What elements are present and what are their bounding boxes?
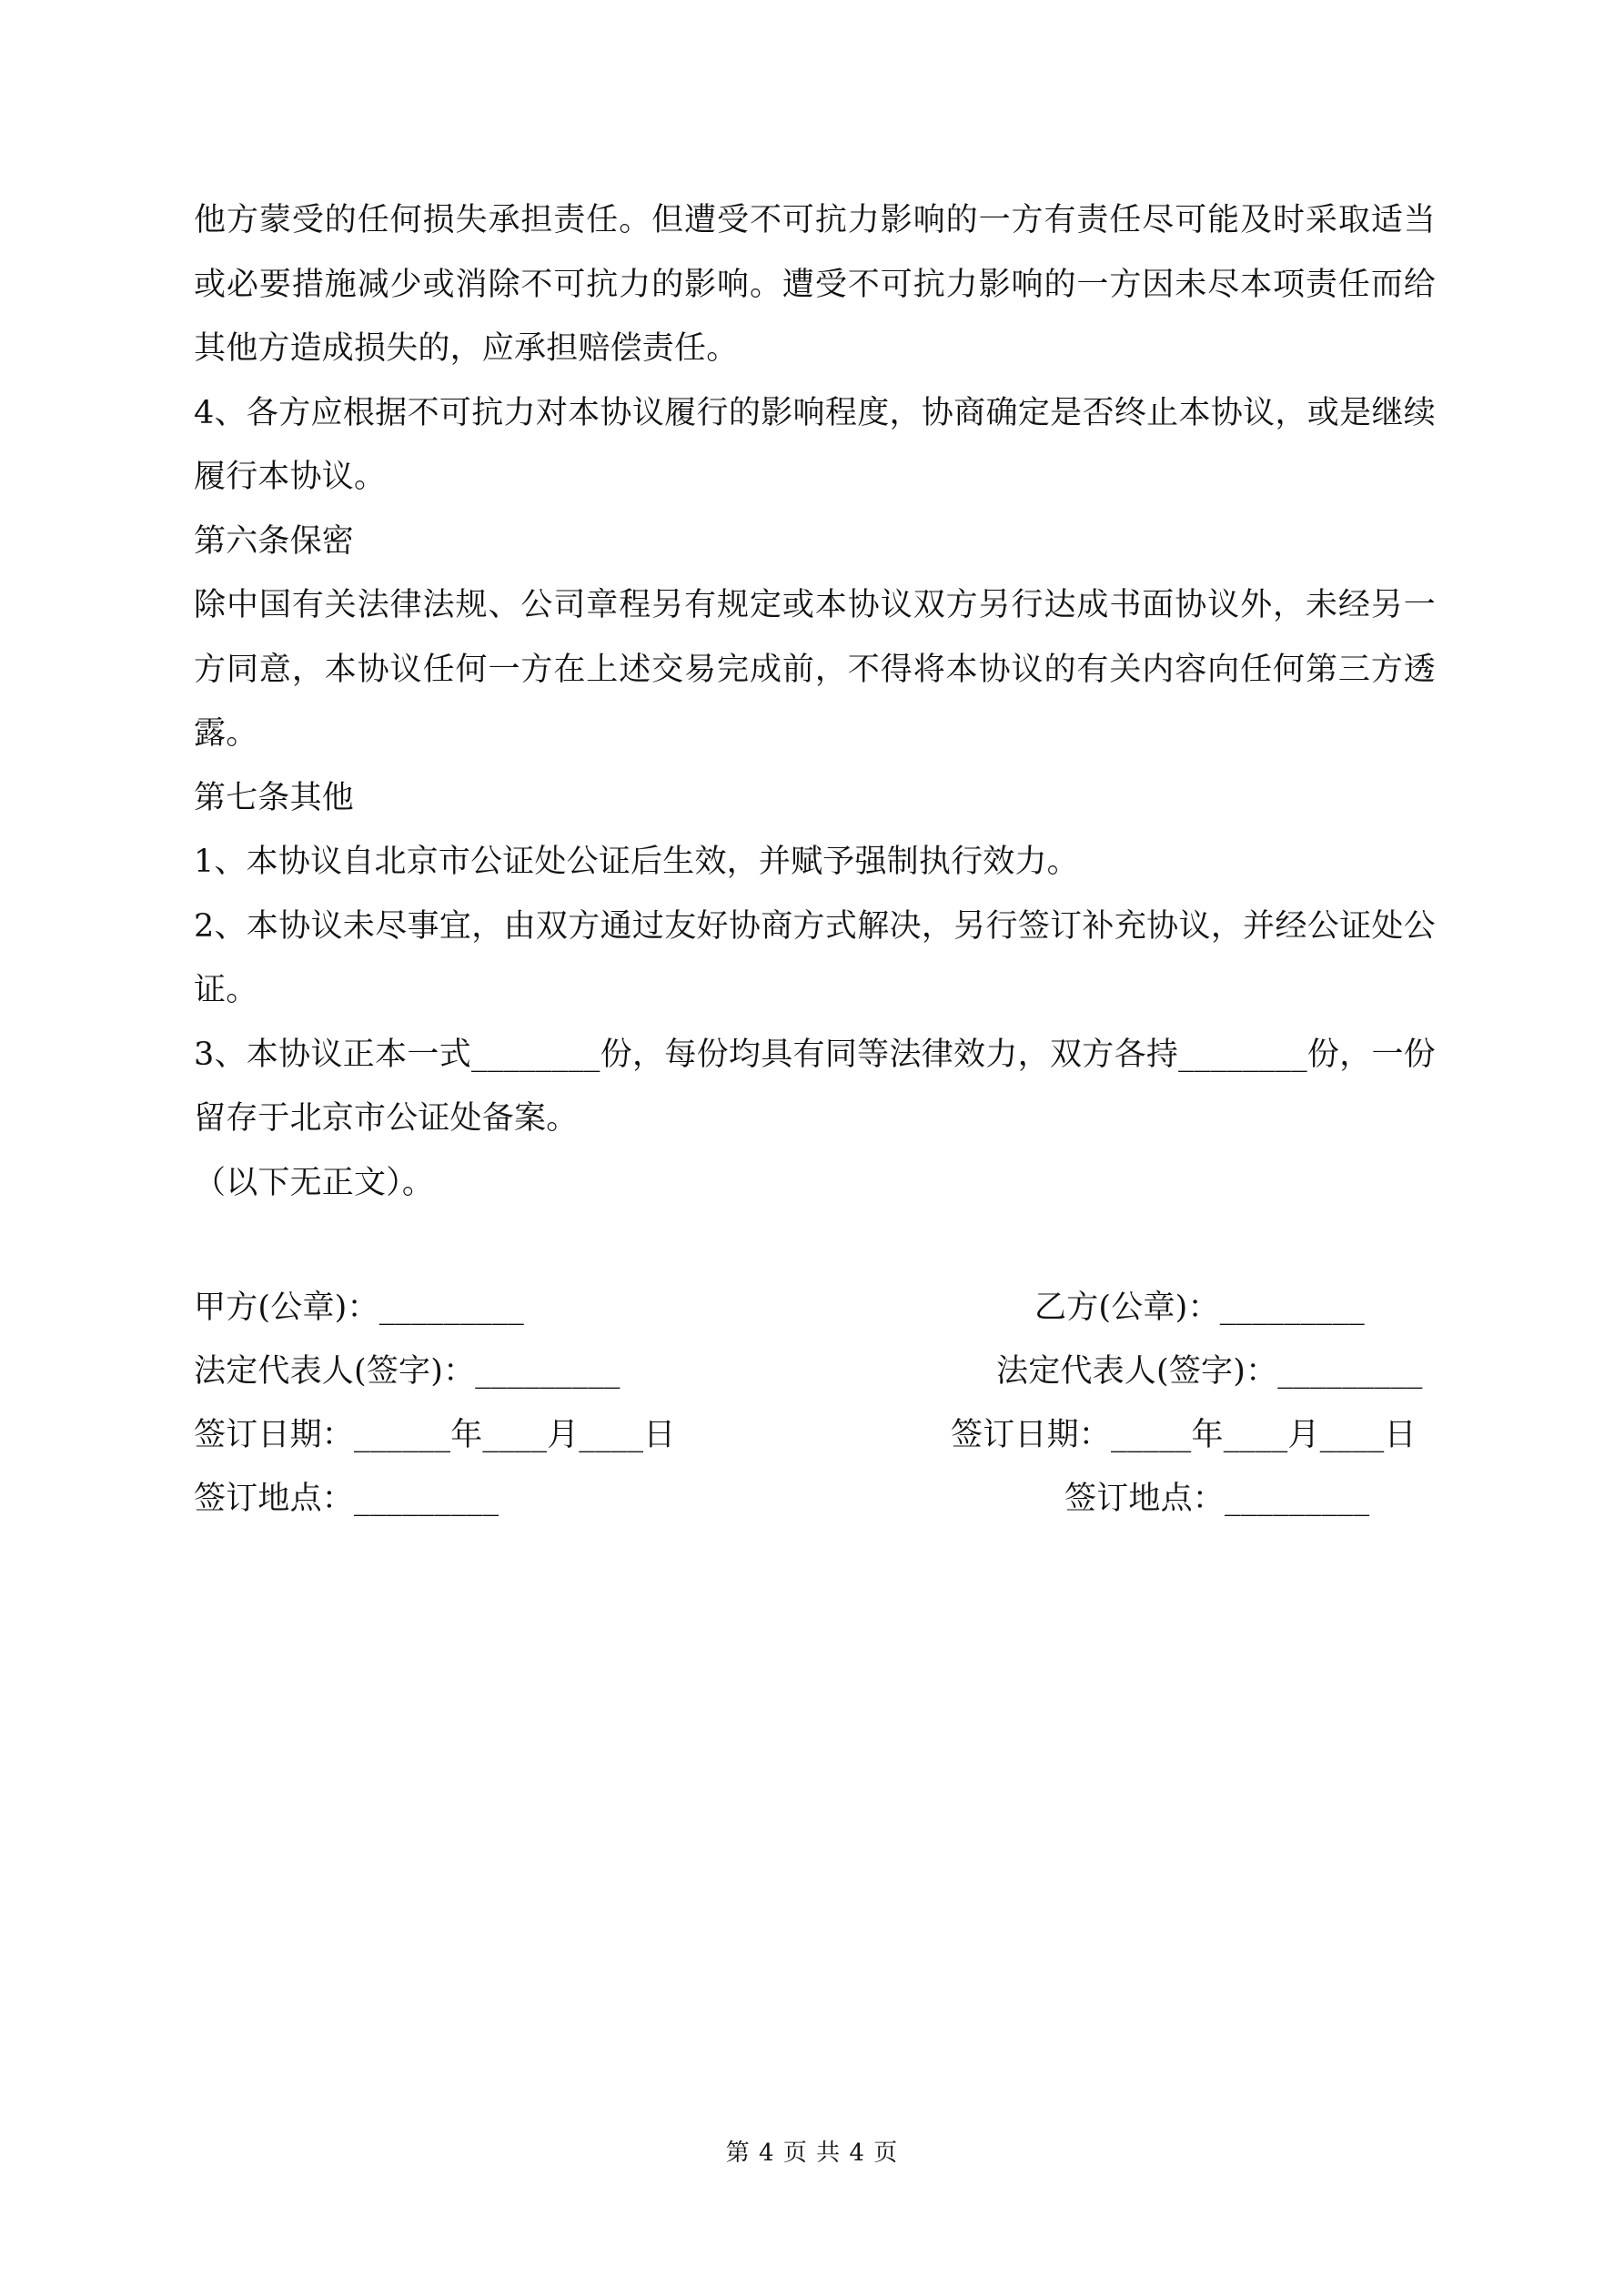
- paragraph-force-majeure-termination: 4、各方应根据不可抗力对本协议履行的影响程度，协商确定是否终止本协议，或是继续履行本协议。: [194, 394, 1436, 495]
- section-heading-other: 第七条其他: [194, 779, 355, 816]
- page-number-footer: 第 4 页 共 4 页: [725, 2139, 899, 2167]
- paragraph-end-of-text: （以下无正文）。: [194, 1164, 435, 1201]
- paragraph-confidentiality: 除中国有关法律法规、公司章程另有规定或本协议双方另行达成书面协议外，未经另一方同意，本协议任何一方在上述交易完成前，不得将本协议的有关内容向任何第三方透露。: [194, 587, 1436, 752]
- paragraph-copies: 3、本协议正本一式________份，每份均具有同等法律效力，双方各持________份，一份留存于北京市公证处备案。: [194, 1036, 1436, 1137]
- party-b-date-line: 签订日期：_____年____月____日: [951, 1417, 1417, 1453]
- party-a-date-line: 签订日期：______年____月____日: [194, 1417, 676, 1453]
- paragraph-effectiveness: 1、本协议自北京市公证处公证后生效，并赋予强制执行效力。: [194, 844, 1079, 880]
- section-heading-confidentiality: 第六条保密: [194, 522, 355, 560]
- paragraph-force-majeure-liability: 他方蒙受的任何损失承担责任。但遭受不可抗力影响的一方有责任尽可能及时采取适当或必要措施减少或消除不可抗力的影响。遭受不可抗力影响的一方因未尽本项责任而给其他方造成损失的，应承担赔偿责任。: [194, 202, 1436, 367]
- party-b-representative-line: 法定代表人(签字)：_________: [996, 1353, 1423, 1390]
- party-a-representative-line: 法定代表人(签字)：_________: [194, 1353, 620, 1390]
- paragraph-supplementary: 2、本协议未尽事宜，由双方通过友好协商方式解决，另行签订补充协议，并经公证处公证。: [194, 907, 1436, 1008]
- party-a-place-line: 签订地点：_________: [194, 1481, 499, 1517]
- party-a-seal-line: 甲方(公章)：_________: [194, 1290, 525, 1326]
- party-b-seal-line: 乙方(公章)：_________: [1034, 1290, 1366, 1326]
- document-body: [194, 188, 1436, 1215]
- party-b-place-line: 签订地点：_________: [1064, 1481, 1370, 1517]
